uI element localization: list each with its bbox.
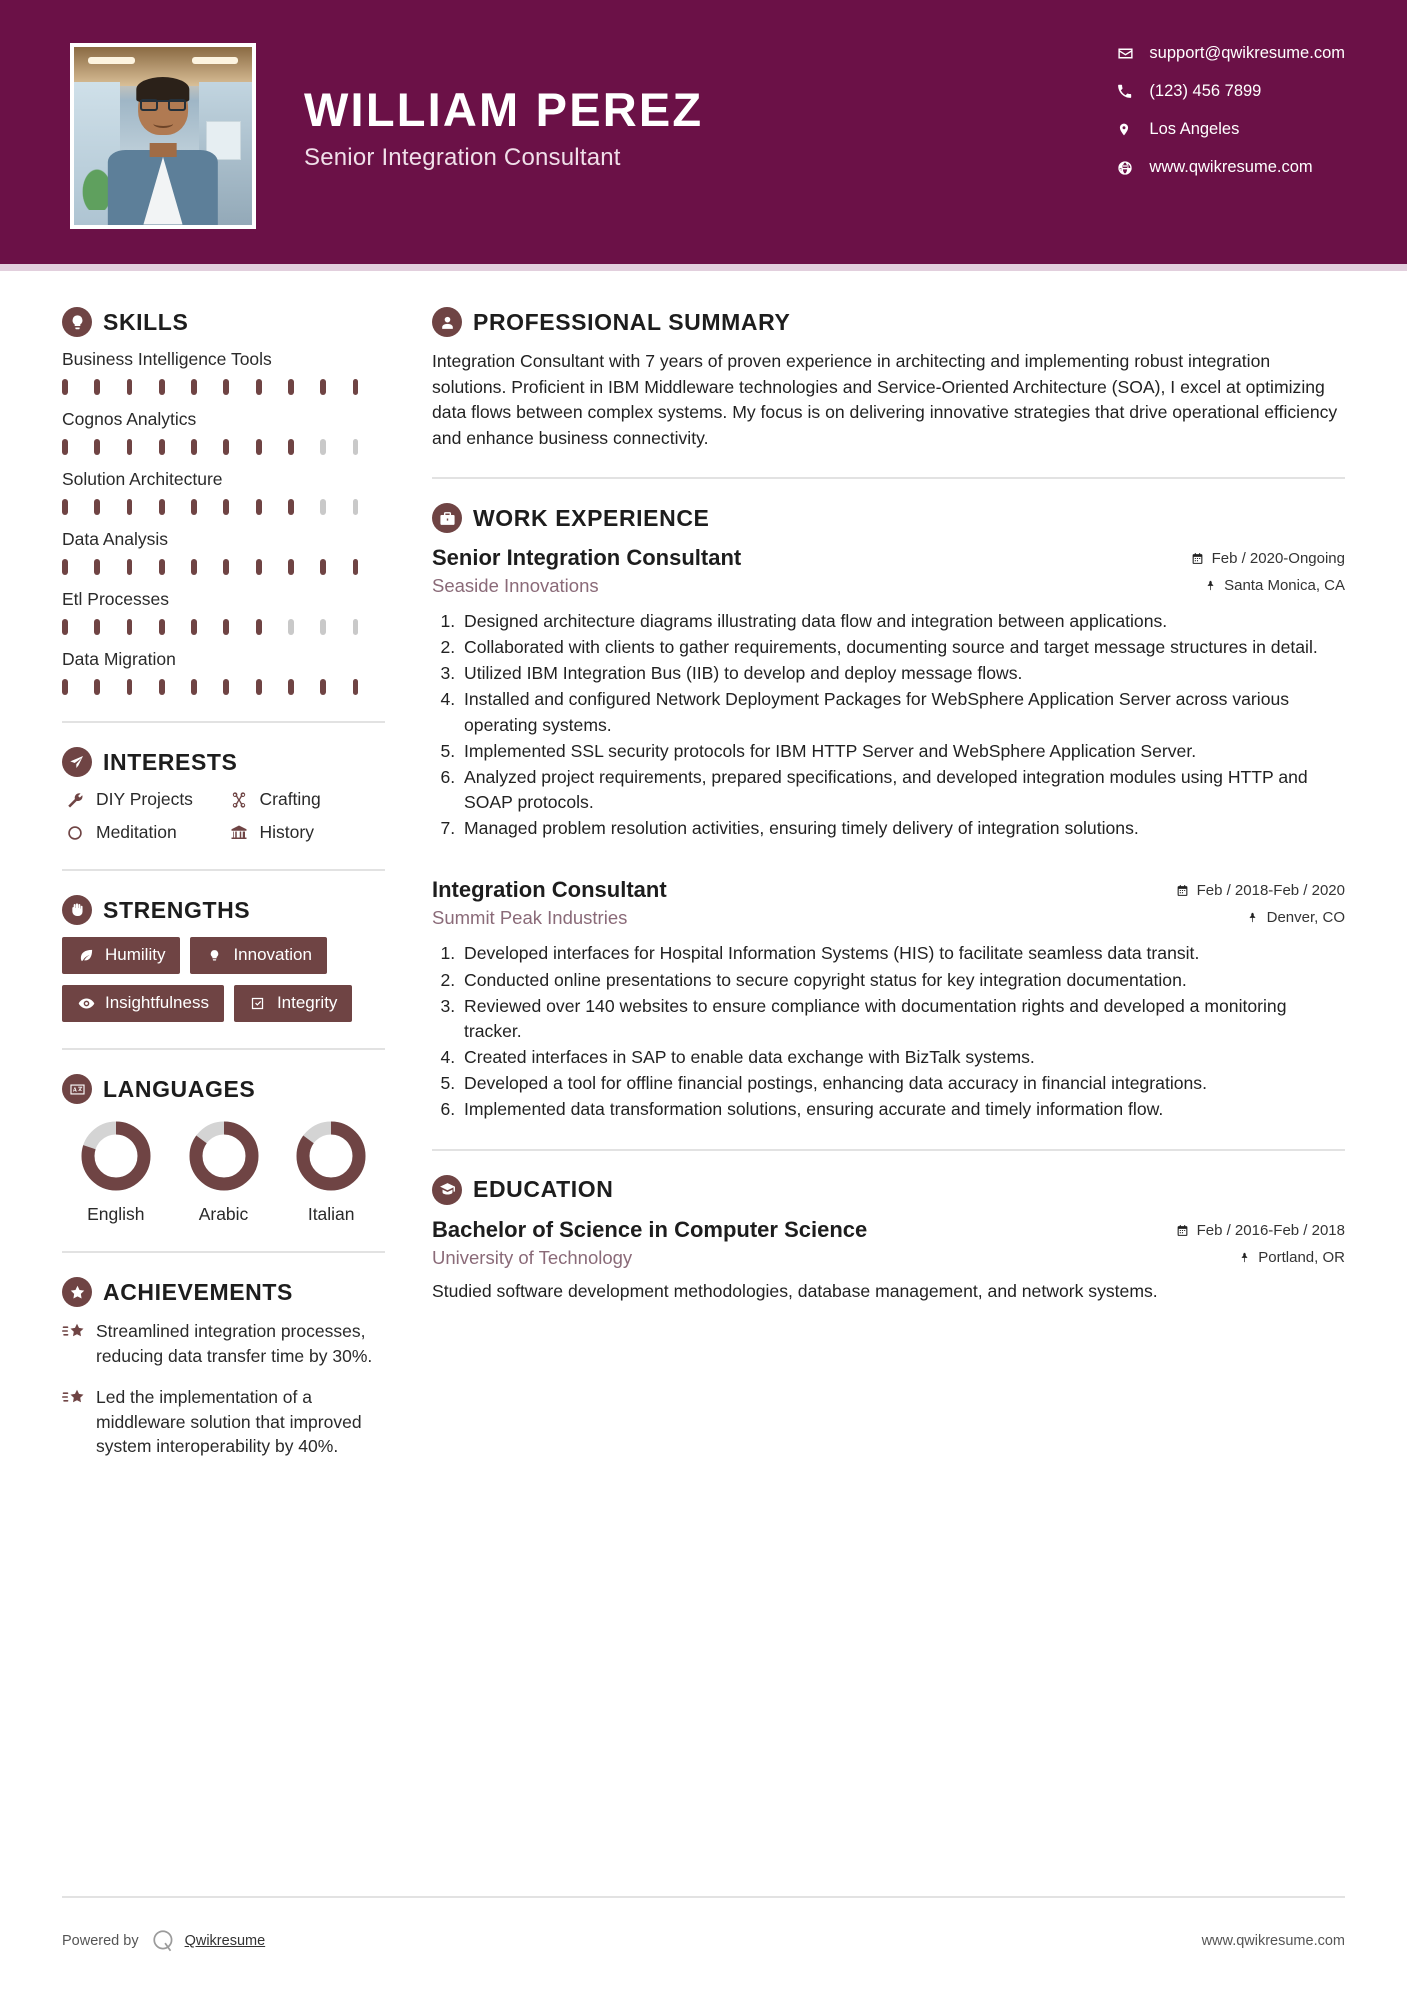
achievements-list [62,1319,385,1459]
achievements-title: ACHIEVEMENTS [103,1278,293,1305]
skill-dot [288,379,294,395]
language-donut [78,1118,154,1194]
skill-label: Data Migration [62,649,176,669]
job-location-text: Santa Monica, CA [1224,577,1345,594]
avatar [70,43,256,229]
education-date-text: Feb / 2016-Feb / 2018 [1196,1221,1345,1239]
skill-dot [94,619,100,635]
skill-dot [94,679,100,695]
summary-title: PROFESSIONAL SUMMARY [473,308,791,335]
skill-dot [353,679,359,695]
wrench-icon [62,791,88,809]
skill-item [62,349,385,395]
map-pin-icon [1117,121,1143,138]
divider [62,1048,385,1050]
skill-dot [62,499,68,515]
skill-label: Etl Processes [62,589,169,609]
summary-heading [432,307,1345,337]
job-company: Seaside Innovations [432,575,599,596]
job-bullet: 2. Collaborated with clients to gather requirements, documenting source and target message structures in detail. [460,635,1345,660]
skills-heading [62,307,385,337]
skill-dot [353,499,359,515]
job-bullets [432,941,1345,1122]
calendar-icon [1174,884,1192,897]
skill-rating [62,679,385,695]
contact-website-text: www.qwikresume.com [1149,158,1313,176]
bulb-icon [203,948,225,963]
job-role: Senior Integration Consultant [432,545,742,570]
skill-dot [191,499,197,515]
avatar-photo [74,47,252,225]
page-title: WILLIAM PEREZ [304,82,704,136]
job-location [1244,909,1345,926]
divider [432,477,1345,479]
language-label: Italian [307,1204,355,1224]
job-location [1201,577,1345,594]
skill-dot [320,439,326,455]
scissors-icon [226,791,252,809]
jobs-list [432,545,1345,1123]
skill-dot [223,379,229,395]
skill-rating [62,499,385,515]
interests-title: INTERESTS [103,748,238,775]
interest-label: Meditation [96,822,177,842]
skill-dot [127,379,133,395]
skill-dot [191,619,197,635]
footer [0,1928,1407,1954]
strength-label: Humility [105,945,166,964]
strength-chip [234,985,352,1022]
skill-dot [127,439,133,455]
skill-item [62,529,385,575]
skill-dot [191,379,197,395]
education-degree: Bachelor of Science in Computer Science [432,1216,868,1242]
language-label: Arabic [198,1204,249,1224]
footer-powered-by: Powered by [62,1933,139,1949]
job-bullet: 1. Developed interfaces for Hospital Information Systems (HIS) to facilitate seamless data transit. [460,941,1345,966]
shooting-star-icon [62,1385,96,1460]
interest-label: History [259,822,314,842]
education-location-text: Portland, OR [1258,1248,1345,1266]
language-donut [293,1118,369,1194]
contact-location[interactable] [1117,120,1345,139]
check-square-icon [247,996,269,1011]
summary-text: Integration Consultant with 7 years of proven experience in architecting and implementing robust integration solutions. Proficient in IBM Middleware technologies and Service-Oriented Architecture (SOA), I excel at optimizing data flows between complex systems. My focus is on delivering innovative strategies that drive operational efficiency and enhance business connectivity. [432,351,1338,448]
contact-phone-text: (123) 456 7899 [1149,82,1262,100]
section-achievements [62,1277,385,1459]
job-date [1189,550,1345,567]
qwikresume-logo-icon [151,1928,177,1954]
experience-heading [432,503,1345,533]
strength-chip [62,985,224,1022]
envelope-icon [1117,45,1143,62]
footer-divider [62,1896,1345,1898]
interest-item [226,789,386,810]
calendar-icon [1189,552,1207,565]
education-heading [432,1175,1345,1205]
user-circle-icon [432,307,462,337]
job-bullet: 4. Created interfaces in SAP to enable data exchange with BizTalk systems. [460,1045,1345,1070]
skill-dot [159,499,165,515]
interest-label: Crafting [259,789,321,809]
skill-dot [191,679,197,695]
skill-dot [159,559,165,575]
contact-location-text: Los Angeles [1149,120,1240,138]
phone-icon [1117,84,1143,99]
skill-dot [191,559,197,575]
interests-grid [62,789,385,843]
education-school: University of Technology [432,1246,633,1268]
sidebar [0,271,410,1475]
skill-dot [353,619,359,635]
skills-title: SKILLS [103,308,189,335]
strengths-title: STRENGTHS [103,896,251,923]
languages-title: LANGUAGES [103,1075,256,1102]
achievement-text: Streamlined integration processes, reducing data transfer time by 30%. [96,1321,373,1366]
pin-icon [1201,579,1219,592]
skill-dot [62,559,68,575]
skill-dot [159,619,165,635]
graduation-icon [432,1175,462,1205]
job-bullet: 3. Utilized IBM Integration Bus (IIB) to develop and deploy message flows. [460,661,1345,686]
skill-dot [223,679,229,695]
skill-dot [159,379,165,395]
skill-rating [62,439,385,455]
contact-email[interactable] [1117,44,1345,63]
section-interests [62,747,385,843]
section-strengths [62,895,385,1022]
language-label: English [87,1204,145,1224]
identity-block [304,82,704,186]
circle-icon [62,824,88,842]
skill-label: Data Analysis [62,529,169,549]
fist-icon [62,895,92,925]
job-company: Summit Peak Industries [432,907,628,929]
job-bullet: 6. Analyzed project requirements, prepared specifications, and developed integration modules using HTTP and SOAP protocols. [460,765,1345,815]
job-bullet: 7. Managed problem resolution activities, ensuring timely delivery of integration solutions. [460,816,1345,841]
skill-dot [353,439,359,455]
skill-dot [223,439,229,455]
job-spacer [432,847,1345,877]
job-date-text: Feb / 2020-Ongoing [1211,550,1345,567]
skill-dot [353,559,359,575]
skill-item [62,649,385,695]
skill-dot [256,619,262,635]
skill-dot [159,439,165,455]
experience-title: WORK EXPERIENCE [473,504,710,531]
skill-dot [256,559,262,575]
education-title: EDUCATION [473,1176,614,1202]
achievement-item [62,1385,385,1460]
pin-icon [1235,1251,1253,1264]
strength-label: Insightfulness [105,993,209,1012]
skill-dot [256,499,262,515]
skill-dot [94,379,100,395]
skill-dot [353,379,359,395]
skill-dot [127,679,133,695]
skill-label: Solution Architecture [62,469,223,489]
skill-rating [62,559,385,575]
job-entry [432,545,1345,841]
languages-list [62,1118,385,1225]
shooting-star-icon [62,1319,96,1369]
skill-dot [320,559,326,575]
job-bullets [432,609,1345,841]
skill-item [62,469,385,515]
skill-item [62,589,385,635]
skill-item [62,409,385,455]
calendar-icon [1174,1224,1192,1237]
resume-header [0,0,1407,271]
skill-dot [223,619,229,635]
skill-rating [62,379,385,395]
language-item [277,1118,385,1225]
job-bullet: 5. Implemented SSL security protocols for IBM HTTP Server and WebSphere Application Server. [460,739,1345,764]
skill-dot [320,379,326,395]
contact-email-text: support@qwikresume.com [1149,44,1345,62]
museum-icon [226,824,252,842]
translate-icon [62,1074,92,1104]
section-experience [432,503,1345,1123]
language-item [62,1118,170,1225]
skill-dot [62,379,68,395]
skill-dot [223,499,229,515]
divider [62,1251,385,1253]
contact-list [1117,44,1345,196]
skill-dot [62,439,68,455]
strength-label: Integrity [276,993,338,1012]
section-education [432,1175,1345,1305]
skill-dot [288,559,294,575]
strength-chip [190,937,326,974]
paper-plane-icon [62,747,92,777]
section-summary [432,307,1345,451]
main-content [410,271,1407,1475]
globe-icon [1117,160,1143,176]
strengths-list [62,937,385,1022]
lightbulb-icon [62,307,92,337]
section-languages [62,1074,385,1225]
star-badge-icon [62,1277,92,1307]
education-description: Studied software development methodologies, database management, and network systems. [432,1280,1158,1301]
job-entry [432,877,1345,1122]
skill-dot [288,619,294,635]
skill-label: Cognos Analytics [62,409,197,429]
skill-dot [127,559,133,575]
skill-dot [320,619,326,635]
language-item [170,1118,278,1225]
header-accent-bar [0,264,1407,271]
pin-icon [1244,911,1262,924]
divider [432,1149,1345,1151]
skill-dot [62,679,68,695]
strength-label: Innovation [233,945,312,964]
skill-dot [320,499,326,515]
skill-dot [256,679,262,695]
header-job-title: Senior Integration Consultant [304,144,621,172]
achievement-item [62,1319,385,1369]
job-date [1174,882,1345,899]
skill-dot [62,619,68,635]
skill-dot [94,439,100,455]
skill-dot [256,379,262,395]
contact-phone[interactable] [1117,82,1345,101]
briefcase-icon [432,503,462,533]
language-donut [186,1118,262,1194]
skill-dot [288,679,294,695]
skill-dot [288,439,294,455]
skill-dot [256,439,262,455]
skill-dot [288,499,294,515]
skill-dot [127,619,133,635]
strengths-heading [62,895,385,925]
footer-website[interactable]: www.qwikresume.com [1201,1933,1345,1949]
leaf-icon [75,948,97,963]
skills-list [62,349,385,695]
skill-dot [159,679,165,695]
languages-heading [62,1074,385,1104]
skill-dot [223,559,229,575]
education-date [1174,1222,1345,1239]
job-bullet: 2. Conducted online presentations to secure copyright status for key integration documentation. [460,968,1345,993]
achievement-text: Led the implementation of a middleware solution that improved system interoperability by 40%. [96,1386,362,1457]
skill-rating [62,619,385,635]
section-skills [62,307,385,695]
interest-item [62,789,222,810]
skill-dot [191,439,197,455]
job-bullet: 4. Installed and configured Network Deployment Packages for WebSphere Application Server across various operating systems. [460,687,1345,737]
skill-label: Business Intelligence Tools [62,349,272,369]
interest-label: DIY Projects [96,789,193,809]
interest-item [62,822,222,843]
job-location-text: Denver, CO [1266,909,1345,927]
divider [62,869,385,871]
achievements-heading [62,1277,385,1307]
interest-item [226,822,386,843]
skill-dot [320,679,326,695]
job-bullet: 1. Designed architecture diagrams illustrating data flow and integration between applications. [460,609,1345,634]
education-location [1235,1249,1345,1266]
job-bullet: 3. Reviewed over 140 websites to ensure compliance with documentation rights and developed a monitoring tracker. [460,994,1345,1044]
job-role: Integration Consultant [432,877,667,903]
job-date-text: Feb / 2018-Feb / 2020 [1196,882,1345,900]
footer-brand-link[interactable]: Qwikresume [184,1933,266,1949]
strength-chip [62,937,180,974]
skill-dot [94,499,100,515]
eye-icon [75,995,97,1012]
education-entry [432,1217,1345,1305]
contact-website[interactable] [1117,158,1345,177]
skill-dot [127,499,133,515]
interests-heading [62,747,385,777]
job-bullet: 5. Developed a tool for offline financial postings, enhancing data accuracy in financial integrations. [460,1071,1345,1096]
divider [62,721,385,723]
skill-dot [94,559,100,575]
job-bullet: 6. Implemented data transformation solutions, ensuring accurate and timely information flow. [460,1097,1345,1122]
